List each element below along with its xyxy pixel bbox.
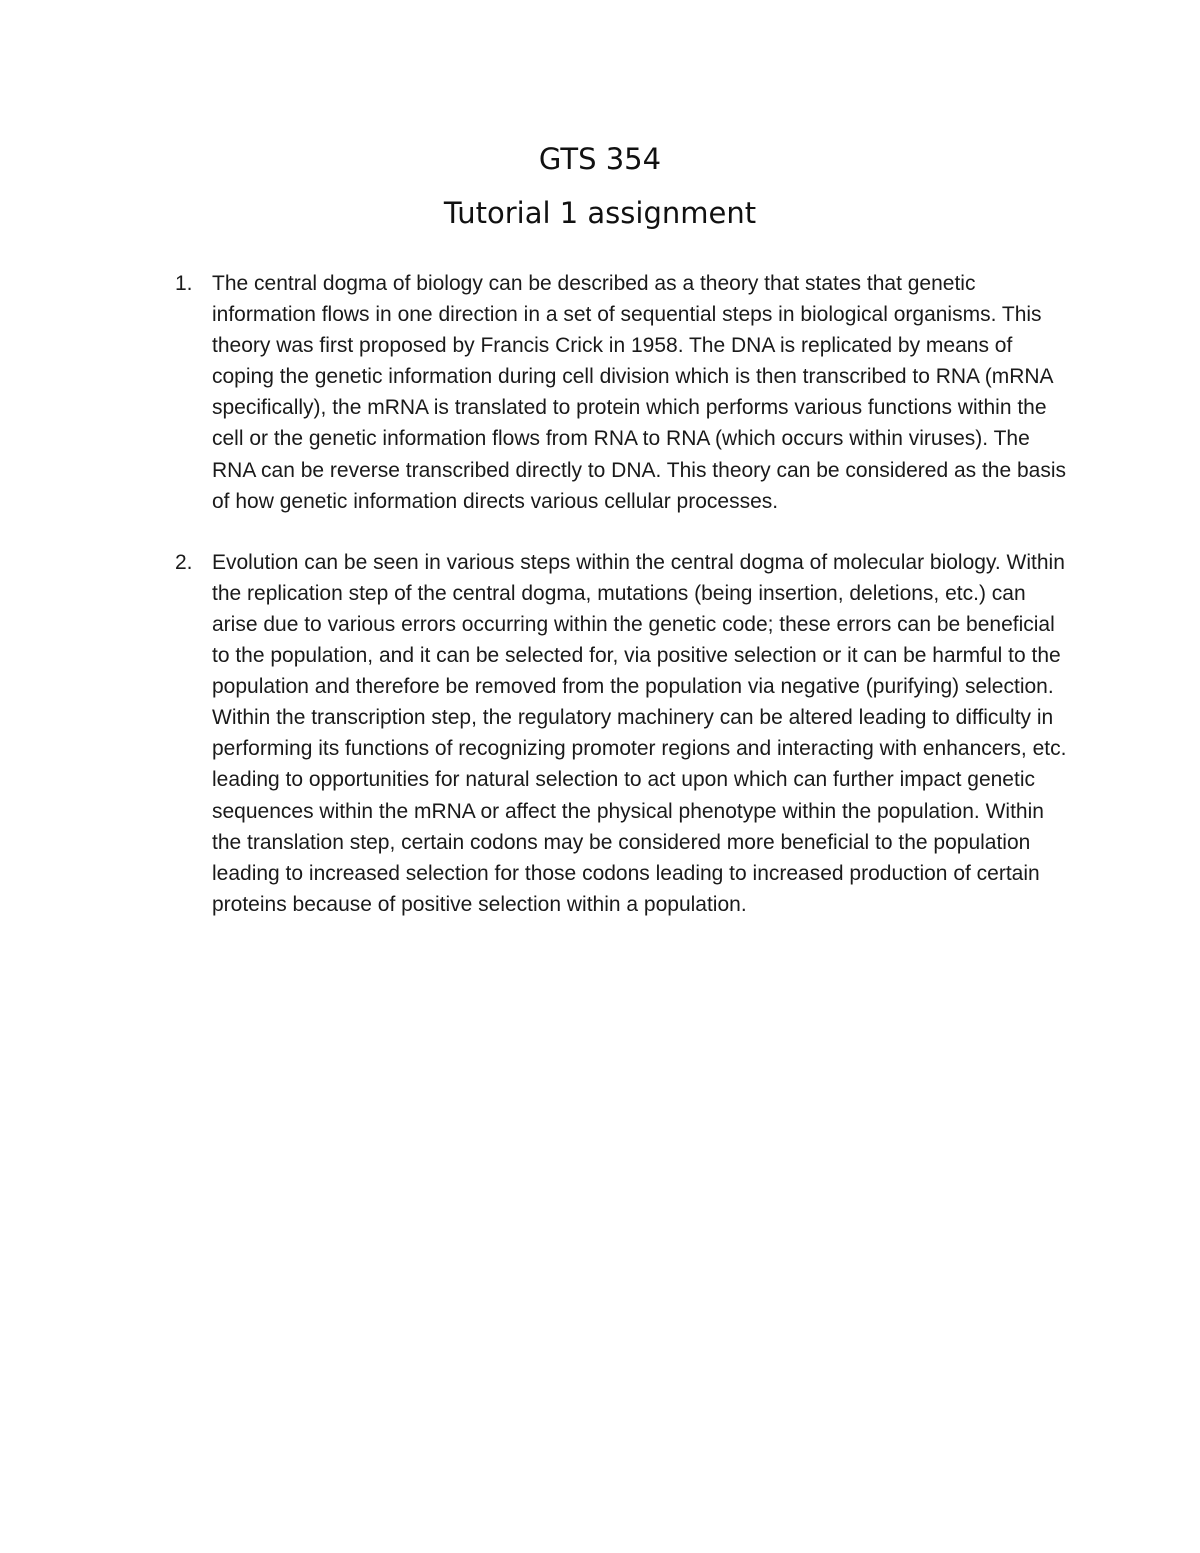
answer-item-1 bbox=[175, 268, 1075, 517]
assignment-title-heading: Tutorial 1 assignment bbox=[443, 196, 757, 230]
answer-text: Evolution can be seen in various steps within the central dogma of molecular biology. Within the replication step of the central dogma, mutations (being insertion, deletions, etc.) can arise due to various errors occurring within the genetic code; these errors can be beneficial to the population, and it can be selected for, via positive selection or it can be harmful to the population and therefore be removed from the population via negative (purifying) selection. Within the transcription step, the regulatory machinery can be altered leading to difficulty in performing its functions of recognizing promoter regions and interacting with enhancers, etc. leading to opportunities for natural selection to act upon which can further impact genetic sequences within the mRNA or affect the physical phenotype within the population. Within the translation step, certain codons may be considered more beneficial to the population leading to increased selection for those codons leading to increased production of certain proteins because of positive selection within a population. bbox=[212, 550, 1067, 916]
course-code-heading: GTS 354 bbox=[538, 142, 662, 176]
answer-list bbox=[175, 268, 1075, 950]
answer-number: 1. bbox=[175, 272, 193, 295]
answer-text: The central dogma of biology can be described as a theory that states that genetic information flows in one direction in a set of sequential steps in biological organisms. This theory was first proposed by Francis Crick in 1958. The DNA is replicated by means of coping the genetic information during cell division which is then transcribed to RNA (mRNA specifically), the mRNA is translated to protein which performs various functions within the cell or the genetic information flows from RNA to RNA (which occurs within viruses). The RNA can be reverse transcribed directly to DNA. This theory can be considered as the basis of how genetic information directs various cellular processes. bbox=[212, 272, 1067, 513]
answer-number: 2. bbox=[175, 550, 193, 574]
answer-item-2 bbox=[175, 547, 1075, 920]
